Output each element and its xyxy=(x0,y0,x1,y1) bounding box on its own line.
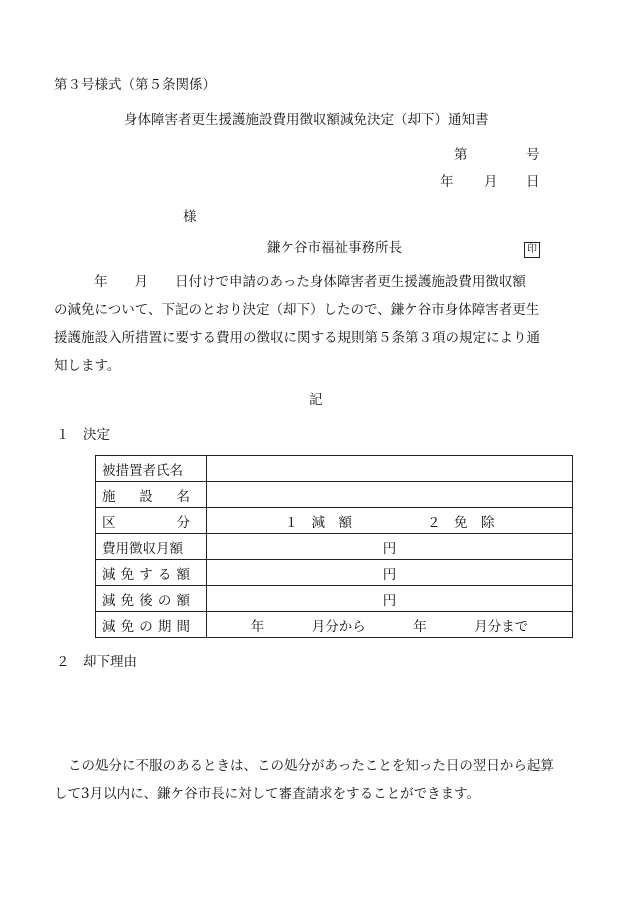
row-label: 減 免 す る 額 xyxy=(102,566,190,583)
row-label: 施 設 名 xyxy=(102,488,190,505)
number-dai: 第 xyxy=(454,147,468,163)
table-row xyxy=(96,482,573,508)
row-value xyxy=(207,508,573,534)
body-line-1: 年 月 日付けで申請のあった身体障害者更生援護施設費用徴収額 xyxy=(94,274,526,290)
kubun-option-exempt: ２ 免 除 xyxy=(427,514,495,531)
appeal-notice xyxy=(54,752,584,808)
row-label: 費用徴収月額 xyxy=(102,540,183,557)
row-label: 減 免 の 期 間 xyxy=(102,618,190,635)
date-day: 日 xyxy=(526,174,540,190)
table-row xyxy=(96,534,573,560)
notice-line-2: して3月以内に、鎌ケ谷市長に対して審査請求をすることができます。 xyxy=(54,786,481,802)
section-rejection-reason: ２ 却下理由 xyxy=(56,654,137,670)
section-decision: １ 決定 xyxy=(56,427,110,443)
body-line-4: 知します。 xyxy=(54,358,121,374)
body-paragraph xyxy=(54,268,584,380)
seal-mark xyxy=(524,242,540,258)
period-year-from: 年 xyxy=(250,618,265,635)
recipient-suffix: 様 xyxy=(183,209,197,225)
table-row xyxy=(96,586,573,612)
body-line-2: の減免について、下記のとおり決定（却下）したので、鎌ケ谷市身体障害者更生 xyxy=(54,302,540,318)
row-value xyxy=(207,612,573,638)
period-year-to: 年 xyxy=(413,618,427,635)
issuer-name: 鎌ケ谷市福祉事務所長 xyxy=(267,240,402,256)
row-label: 区 分 xyxy=(102,514,190,531)
notice-line-1: この処分に不服のあるときは、この処分があったことを知った日の翌日から起算 xyxy=(68,758,554,774)
table-row xyxy=(96,508,573,534)
ki-heading: 記 xyxy=(309,392,323,408)
table-row xyxy=(96,560,573,586)
form-number: 第３号様式（第５条関係） xyxy=(54,77,216,93)
row-label: 被措置者氏名 xyxy=(102,462,183,479)
document-title: 身体障害者更生援護施設費用徴収額減免決定（却下）通知書 xyxy=(124,112,489,128)
row-value xyxy=(207,482,573,508)
body-line-3: 援護施設入所措置に要する費用の徴収に関する規則第５条第３項の規定により通 xyxy=(54,330,540,346)
row-value: 円 xyxy=(207,560,573,586)
table-row xyxy=(96,456,573,482)
table-row xyxy=(96,612,573,638)
row-value: 円 xyxy=(207,586,573,612)
seal-icon: 印 xyxy=(524,242,540,258)
kubun-option-reduce: １ 減 額 xyxy=(284,514,352,531)
row-value: 円 xyxy=(207,534,573,560)
row-value xyxy=(207,456,573,482)
row-label: 減 免 後 の 額 xyxy=(102,592,190,609)
decision-table xyxy=(95,455,573,638)
date-month: 月 xyxy=(484,174,498,190)
period-month-to: 月分まで xyxy=(474,618,529,635)
date-year: 年 xyxy=(440,174,454,190)
period-month-from: 月分から xyxy=(311,618,366,635)
number-go: 号 xyxy=(526,147,540,163)
